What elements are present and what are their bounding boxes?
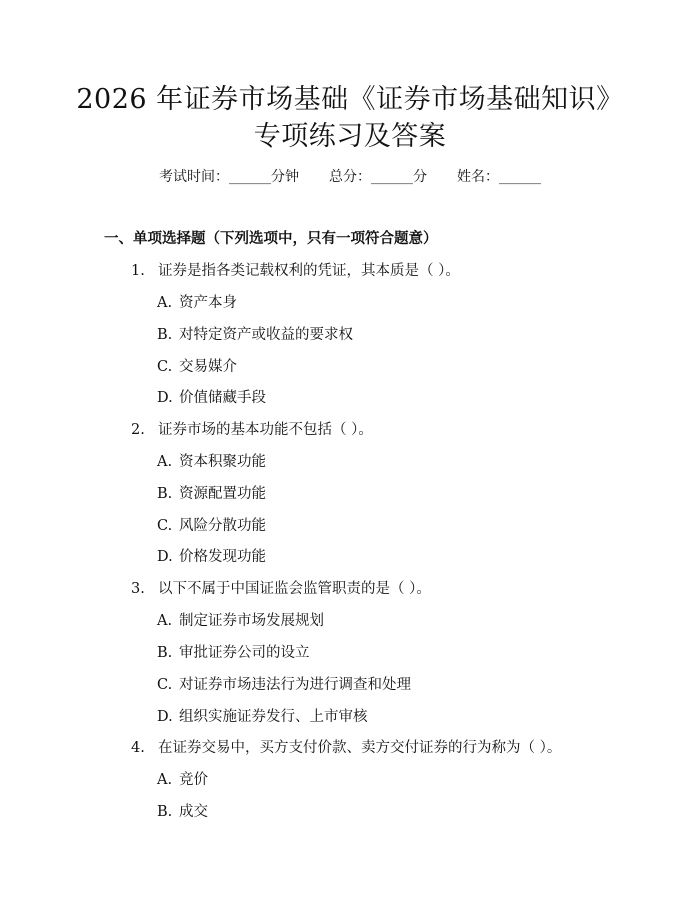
question-text: 证券是指各类记载权利的凭证，其本质是（ ）。 xyxy=(158,263,460,279)
option-text: 风险分散功能 xyxy=(179,518,266,534)
option-text: 交易媒介 xyxy=(179,359,237,375)
question-3-option-b xyxy=(157,643,310,663)
name-label: 姓名：______ xyxy=(457,169,541,185)
question-1-option-d xyxy=(157,388,266,408)
question-2-option-d xyxy=(157,547,266,567)
option-label: B. xyxy=(157,645,173,661)
option-label: D. xyxy=(157,709,173,725)
question-2 xyxy=(131,420,373,440)
question-1-option-a xyxy=(157,293,237,313)
page-title-line-2: 专项练习及答案 xyxy=(253,121,447,152)
option-label: D. xyxy=(157,390,173,406)
option-label: A. xyxy=(157,295,173,311)
option-text: 竞价 xyxy=(179,772,208,788)
option-label: B. xyxy=(157,486,173,502)
question-text: 在证券交易中，买方支付价款、卖方交付证券的行为称为（ ）。 xyxy=(158,740,562,756)
question-1-option-c xyxy=(157,357,237,377)
question-number: 3. xyxy=(131,581,145,597)
option-label: A. xyxy=(157,613,173,629)
option-label: B. xyxy=(157,804,173,820)
option-label: D. xyxy=(157,549,173,565)
question-number: 4. xyxy=(131,740,145,756)
question-3-option-c xyxy=(157,675,411,695)
question-text: 以下不属于中国证监会监管职责的是（ ）。 xyxy=(158,581,431,597)
option-text: 制定证券市场发展规划 xyxy=(179,613,324,629)
option-text: 组织实施证券发行、上市审核 xyxy=(179,709,368,725)
section-title: 一、单项选择题（下列选项中，只有一项符合题意） xyxy=(104,231,438,247)
option-text: 资源配置功能 xyxy=(179,486,266,502)
exam-time-label: 考试时间：______分钟 xyxy=(159,169,299,185)
question-2-option-a xyxy=(157,452,266,472)
question-number: 2. xyxy=(131,422,145,438)
option-text: 审批证券公司的设立 xyxy=(179,645,310,661)
option-label: A. xyxy=(157,772,173,788)
option-text: 价值储藏手段 xyxy=(179,390,266,406)
question-4 xyxy=(131,738,561,758)
option-text: 价格发现功能 xyxy=(179,549,266,565)
option-label: B. xyxy=(157,327,173,343)
question-1-option-b xyxy=(157,325,353,345)
option-label: C. xyxy=(157,359,173,375)
question-text: 证券市场的基本功能不包括（ ）。 xyxy=(158,422,373,438)
question-4-option-b xyxy=(157,802,208,822)
option-text: 资产本身 xyxy=(179,295,237,311)
option-text: 成交 xyxy=(179,804,208,820)
total-score-label: 总分：______分 xyxy=(329,169,427,185)
option-text: 资本积聚功能 xyxy=(179,454,266,470)
option-label: C. xyxy=(157,677,173,693)
question-2-option-c xyxy=(157,516,266,536)
option-text: 对证券市场违法行为进行调查和处理 xyxy=(179,677,411,693)
option-label: A. xyxy=(157,454,173,470)
question-number: 1. xyxy=(131,263,145,279)
question-3 xyxy=(131,579,431,599)
page-title-line-1: 2026 年证券市场基础《证券市场基础知识》 xyxy=(76,84,624,115)
question-2-option-b xyxy=(157,484,266,504)
exam-meta-line xyxy=(0,167,700,187)
question-4-option-a xyxy=(157,770,208,790)
question-1 xyxy=(131,261,460,281)
question-3-option-d xyxy=(157,707,368,727)
option-text: 对特定资产或收益的要求权 xyxy=(179,327,353,343)
option-label: C. xyxy=(157,518,173,534)
question-3-option-a xyxy=(157,611,324,631)
